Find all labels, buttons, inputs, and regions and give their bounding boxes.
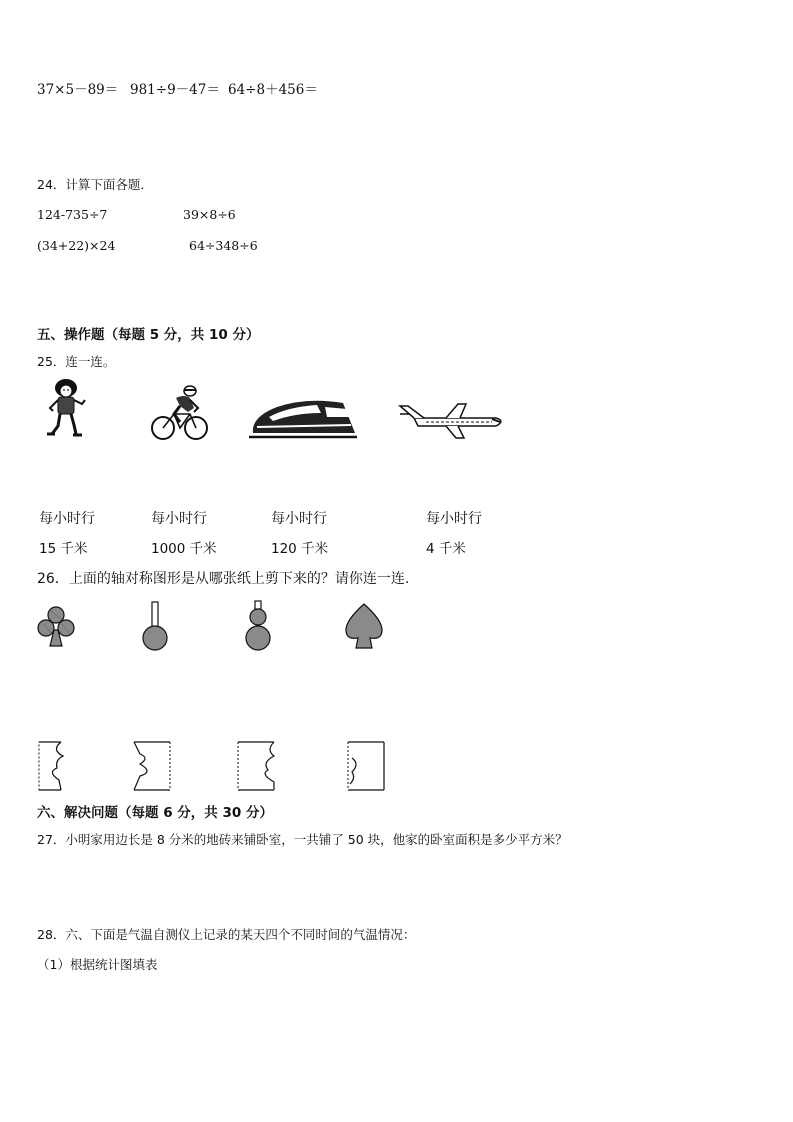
child-walking-icon [44, 378, 90, 440]
cyclist-icon [150, 384, 210, 442]
speed-value-1: 15 千米 [39, 541, 88, 557]
speed-value-2: 1000 千米 [151, 541, 217, 557]
train-icon [247, 395, 359, 441]
section5-title: 五、操作题（每题 5 分，共 10 分） [37, 327, 260, 343]
spade-icon [342, 602, 386, 650]
q24-item-1: 124-735÷7 [37, 207, 108, 222]
expr-64div8-456: 64÷8＋456＝ [228, 82, 318, 98]
folded-paper-4 [346, 740, 388, 792]
lollipop-icon [140, 600, 170, 652]
speed-label-2: 每小时行 [151, 511, 207, 527]
q26-title: 26．上面的轴对称图形是从哪张纸上剪下来的？请你连一连. [37, 571, 410, 587]
speed-value-3: 120 千米 [271, 541, 329, 557]
q25-title: 25．连一连。 [37, 354, 116, 369]
club-icon [36, 604, 76, 650]
speed-label-4: 每小时行 [426, 511, 482, 527]
gourd-icon [242, 600, 274, 652]
airplane-icon [396, 400, 508, 442]
expr-37x5-89: 37×5－89＝ [37, 82, 119, 98]
q28-text: 28．六、下面是气温自测仪上记录的某天四个不同时间的气温情况： [37, 927, 416, 942]
q28-sub1: （1）根据统计图填表 [37, 957, 158, 972]
q24-item-4: 64÷348÷6 [189, 238, 258, 253]
q27-text: 27．小明家用边长是 8 分米的地砖来铺卧室，一共铺了 50 块，他家的卧室面积是多少平方米？ [37, 832, 568, 847]
expr-981div9-47: 981÷9－47＝ [130, 82, 220, 98]
speed-value-4: 4 千米 [426, 541, 466, 557]
q24-title: 24．计算下面各题． [37, 177, 153, 192]
q24-item-2: 39×8÷6 [183, 207, 236, 222]
folded-paper-1 [37, 740, 77, 792]
section6-title: 六、解决问题（每题 6 分，共 30 分） [37, 805, 273, 821]
speed-label-1: 每小时行 [39, 511, 95, 527]
q24-item-3: (34+22)×24 [37, 238, 116, 253]
folded-paper-2 [132, 740, 174, 792]
folded-paper-3 [236, 740, 278, 792]
speed-label-3: 每小时行 [271, 511, 327, 527]
